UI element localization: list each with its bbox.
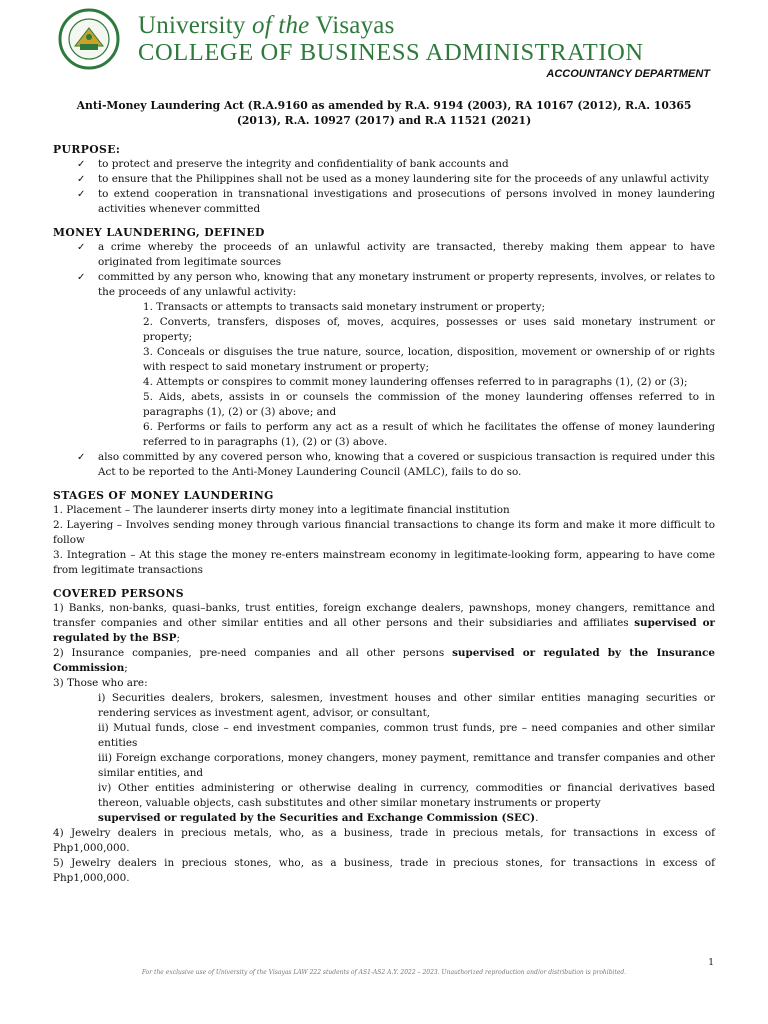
definition-list-continued bbox=[53, 450, 715, 480]
covered-item-5: 5) Jewelry dealers in precious stones, who, as a business, trade in precious stones, for transactions in excess of Php1,000,000. bbox=[53, 857, 715, 884]
stages-heading: STAGES OF MONEY LAUNDERING bbox=[53, 489, 274, 502]
page-number: 1 bbox=[708, 958, 714, 968]
list-item: iv) Other entities administering or otherwise dealing in currency, commodities or financial derivatives based thereon, valuable objects, cash substitutes and other similar monetary instruments or property bbox=[98, 782, 715, 809]
list-item: 5. Aids, abets, assists in or counsels the commission of the money laundering offenses referred to in paragraphs (1), (2) or (3) above; and bbox=[143, 391, 715, 418]
stages-list bbox=[53, 503, 715, 578]
list-item: ✓ to extend cooperation in transnational investigations and prosecutions of persons involved in money laundering activities whenever committed bbox=[77, 188, 715, 215]
purpose-list bbox=[53, 157, 715, 217]
covered-sublist bbox=[53, 691, 715, 826]
document-title bbox=[53, 98, 715, 128]
checkmark-icon: ✓ bbox=[77, 174, 86, 185]
title-line-1: Anti-Money Laundering Act (R.A.9160 as amended by R.A. 9194 (2003), RA 10167 (2012), R.A. 10365 bbox=[76, 99, 692, 112]
checkmark-icon: ✓ bbox=[77, 272, 86, 283]
department-label: ACCOUNTANCY DEPARTMENT bbox=[546, 68, 710, 80]
checkmark-icon: ✓ bbox=[77, 189, 86, 200]
list-item: ii) Mutual funds, close – end investment companies, common trust funds, pre – need companies and other similar entities bbox=[98, 722, 715, 749]
college-name: COLLEGE OF BUSINESS ADMINISTRATION bbox=[138, 39, 644, 66]
list-item: 2. Layering – Involves sending money through various financial transactions to change its form and make it more difficult to follow bbox=[53, 519, 715, 546]
list-item: ✓ also committed by any covered person who, knowing that a covered or suspicious transaction is required under this Act to be reported to the Anti-Money Laundering Council (AMLC), fails to do so. bbox=[77, 451, 715, 478]
covered-item-4: 4) Jewelry dealers in precious metals, who, as a business, trade in precious metals, for transactions in excess of Php1,000,000. bbox=[53, 827, 715, 854]
list-item: i) Securities dealers, brokers, salesmen, investment houses and other similar entities managing securities or rendering services as investment agent, advisor, or consultant, bbox=[98, 692, 715, 719]
covered-list bbox=[53, 601, 715, 886]
covered-item-3: 3) Those who are: bbox=[53, 677, 148, 689]
checkmark-icon: ✓ bbox=[77, 452, 86, 463]
university-name: University of the Visayas bbox=[138, 12, 395, 39]
university-seal-icon bbox=[58, 8, 120, 70]
definition-list bbox=[53, 240, 715, 300]
list-item: ✓ to protect and preserve the integrity and confidentiality of bank accounts and bbox=[77, 158, 509, 170]
page-footer: For the exclusive use of University of the Visayas LAW 222 students of AS1-AS2 A.Y. 2022 – 2023. Unauthorized reproduction and/or distribution is prohibited. bbox=[141, 969, 627, 976]
covered-item-1: 1) Banks, non-banks, quasi–banks, trust entities, foreign exchange dealers, pawnshops, money changers, remittance and transfer companies and other similar entities and all other persons and their subsidiaries and affiliates supervised or regulated by the BSP; bbox=[53, 602, 715, 644]
checkmark-icon: ✓ bbox=[77, 242, 86, 253]
document-header bbox=[58, 8, 718, 68]
list-item: 1. Transacts or attempts to transacts said monetary instrument or property; bbox=[143, 301, 545, 313]
list-item: ✓ a crime whereby the proceeds of an unlawful activity are transacted, thereby making them appear to have originated from legitimate sources bbox=[77, 241, 715, 268]
list-item: 3. Conceals or disguises the true nature, source, location, disposition, movement or ownership of or rights with respect to said monetary instrument or property; bbox=[143, 346, 715, 373]
purpose-heading: PURPOSE: bbox=[53, 143, 121, 156]
list-item: 2. Converts, transfers, disposes of, moves, acquires, possesses or uses said monetary instrument or property; bbox=[143, 316, 715, 343]
document-body bbox=[53, 98, 715, 886]
list-item: 1. Placement – The launderer inserts dirty money into a legitimate financial institution bbox=[53, 504, 510, 516]
list-item: iii) Foreign exchange corporations, money changers, money payment, remittance and transfer companies and other similar entities, and bbox=[98, 752, 715, 779]
checkmark-icon: ✓ bbox=[77, 159, 86, 170]
covered-item-2: 2) Insurance companies, pre-need companies and all other persons supervised or regulated by the Insurance Commission; bbox=[53, 647, 715, 674]
list-item: ✓ committed by any person who, knowing that any monetary instrument or property represents, involves, or relates to the proceeds of any unlawful activity: bbox=[77, 271, 715, 298]
list-item-emphasis: supervised or regulated by the Securities and Exchange Commission (SEC). bbox=[98, 812, 539, 824]
list-item: 6. Performs or fails to perform any act as a result of which he facilitates the offense of money laundering referred to in paragraphs (1), (2) or (3) above. bbox=[143, 421, 715, 448]
list-item: 4. Attempts or conspires to commit money laundering offenses referred to in paragraphs (1), (2) or (3); bbox=[143, 376, 688, 388]
list-item: 3. Integration – At this stage the money re-enters mainstream economy in legitimate-looking form, appearing to have come from legitimate transactions bbox=[53, 549, 715, 576]
definition-heading: MONEY LAUNDERING, DEFINED bbox=[53, 226, 265, 239]
acts-list bbox=[53, 300, 715, 450]
list-item: ✓ to ensure that the Philippines shall not be used as a money laundering site for the proceeds of any unlawful activity bbox=[77, 173, 709, 185]
covered-heading: COVERED PERSONS bbox=[53, 587, 184, 600]
title-line-2: (2013), R.A. 10927 (2017) and R.A 11521 (2021) bbox=[236, 114, 532, 127]
